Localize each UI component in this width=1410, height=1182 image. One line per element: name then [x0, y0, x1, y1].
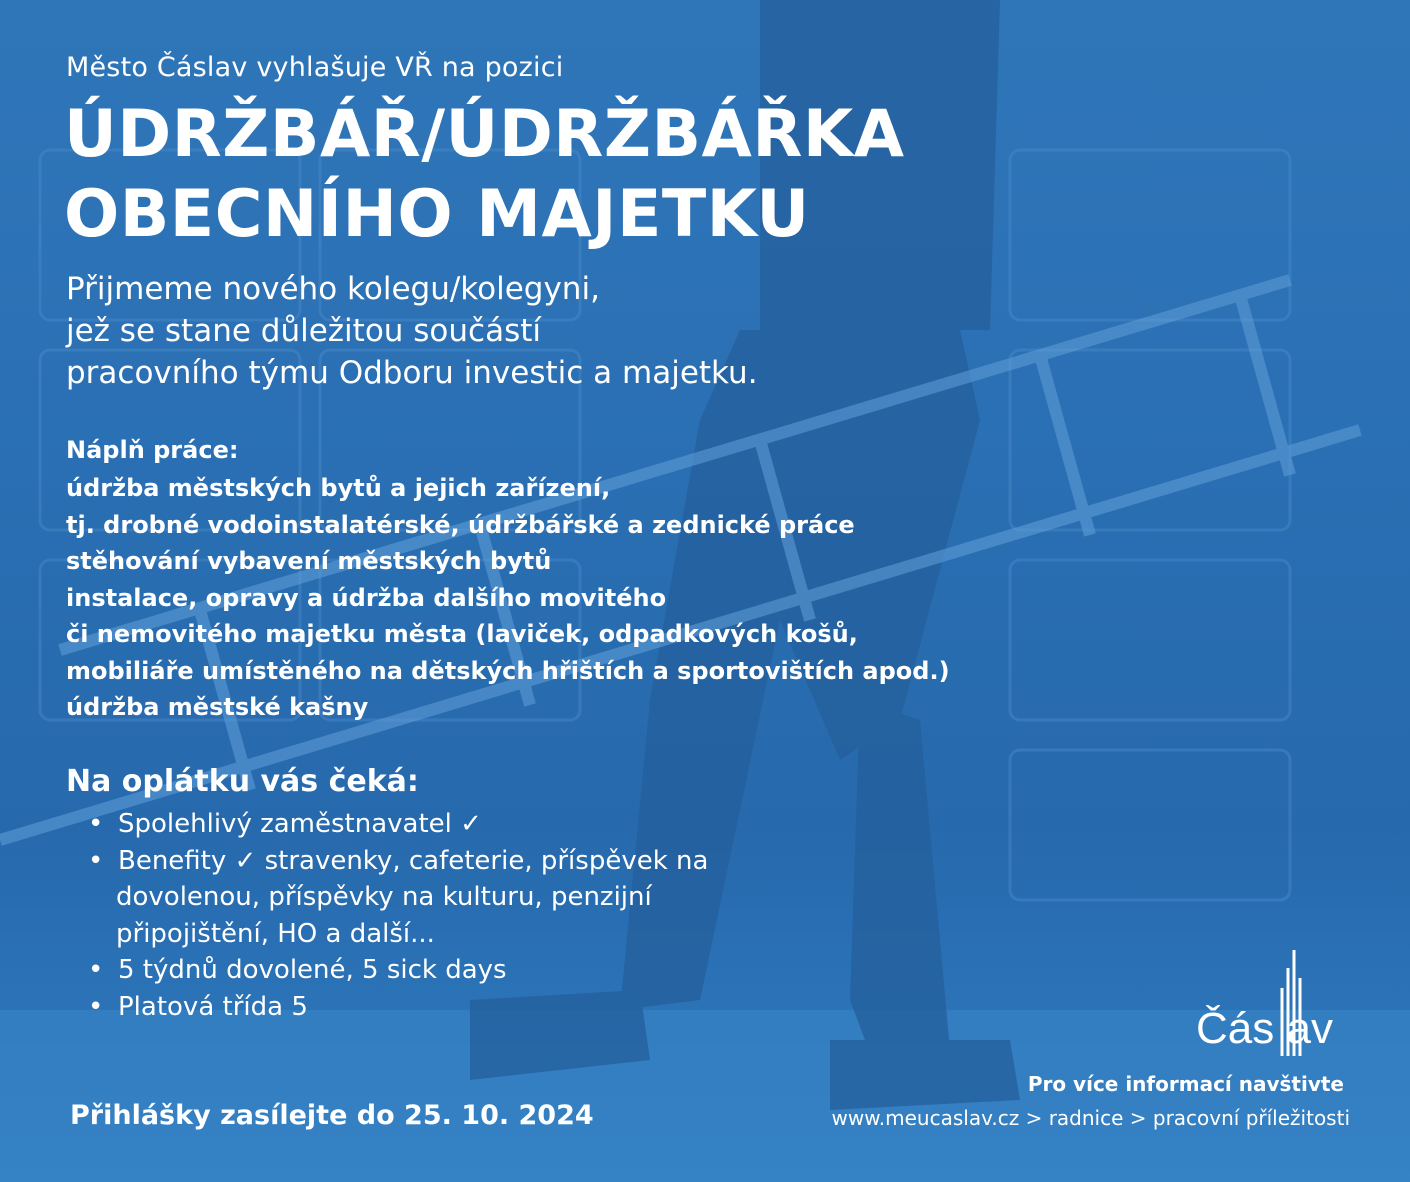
duty-line: instalace, opravy a údržba dalšího movitého [66, 583, 667, 612]
benefit-text: Spolehlivý zaměstnavatel ✓ [118, 809, 482, 839]
lead-line: jež se stane důležitou součástí [66, 313, 542, 349]
duty-line: stěhování vybavení městských bytů [66, 547, 552, 575]
duties-heading: Náplň práce: [66, 436, 239, 464]
more-info-label: Pro více informací navštivte [1027, 1072, 1344, 1096]
caslav-logo [1196, 948, 1366, 1068]
benefit-text-continued: dovolenou, příspěvky na kulturu, penzijní [116, 882, 652, 912]
benefit-text: Benefity ✓ stravenky, cafeterie, příspěvek na [118, 845, 709, 876]
lead-line: Přijmeme nového kolegu/kolegyni, [66, 271, 600, 307]
logo-text: Čás av [1196, 1004, 1333, 1053]
intro-text: Město Čáslav vyhlašuje VŘ na pozici [66, 52, 564, 83]
benefit-text-continued: připojištění, HO a další... [116, 918, 435, 949]
job-title-line-1: ÚDRŽBÁŘ/ÚDRŽBÁŘKA [64, 97, 905, 172]
lead-line: pracovního týmu Odboru investic a majetku. [66, 355, 758, 391]
bullet-icon: • [88, 991, 104, 1022]
duty-line: údržba městských bytů a jejich zařízení, [66, 474, 611, 502]
benefit-item [88, 806, 708, 843]
benefits-heading: Na oplátku vás čeká: [66, 764, 419, 799]
job-title-line-2: OBECNÍHO MAJETKU [64, 177, 810, 252]
bullet-icon: • [88, 809, 104, 839]
bullet-icon: • [88, 845, 104, 876]
duties-list [66, 470, 950, 726]
duty-line: či nemovitého majetku města (laviček, odpadkových košů, [66, 620, 858, 648]
benefit-item [88, 843, 708, 880]
benefit-item [88, 952, 708, 989]
benefit-text: 5 týdnů dovolené, 5 sick days [118, 955, 507, 985]
duty-line: mobiliáře umístěného na dětských hřištích a sportovištích apod.) [66, 656, 950, 685]
benefit-item [88, 989, 708, 1026]
duty-line: údržba městské kašny [66, 693, 369, 721]
duty-line: tj. drobné vodoinstalatérské, údržbářské a zednické práce [66, 510, 855, 539]
benefit-text: Platová třída 5 [118, 991, 308, 1022]
website-path-link[interactable]: www.meucaslav.cz > radnice > pracovní příležitosti [831, 1106, 1350, 1130]
lead-paragraph [66, 268, 758, 394]
benefits-list [88, 806, 708, 1025]
bullet-icon: • [88, 955, 104, 985]
application-deadline: Přihlášky zasílejte do 25. 10. 2024 [70, 1100, 594, 1131]
